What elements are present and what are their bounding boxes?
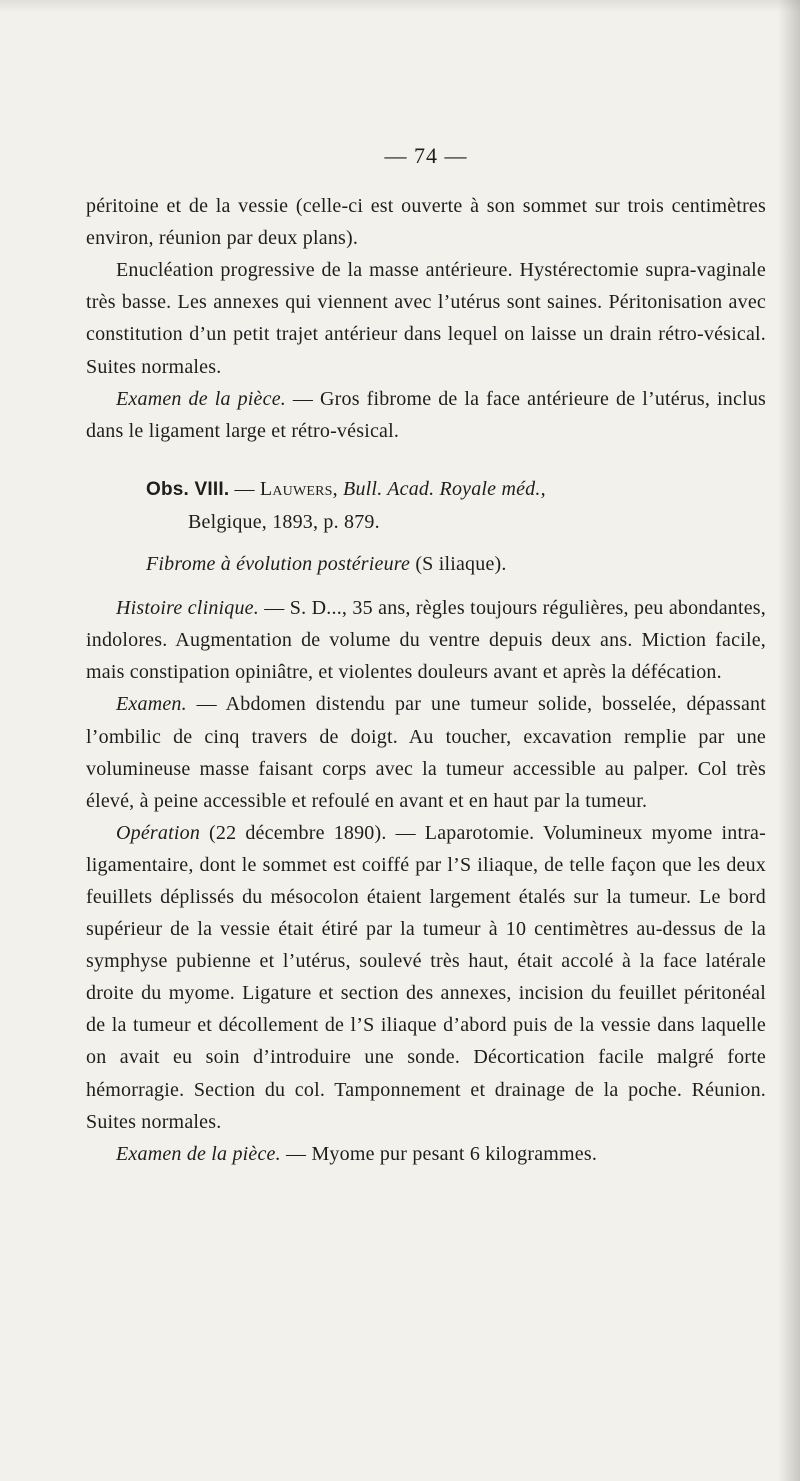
observation-heading-line-1 bbox=[86, 473, 766, 506]
intro-text: péritoine et de la vessie (celle-ci est ouverte à son sommet sur trois centimètres environ, réunion par deux plans). bbox=[86, 195, 766, 250]
enucleation-text: Enucléation progressive de la masse antérieure. Hystérectomie supra-vaginale très basse. Les annexes qui viennent avec l’utérus sont saines. Péritonisation avec constitution d’un petit trajet antérieur dans lequel on laisse un drain rétro-vésical. Suites normales. bbox=[86, 259, 766, 378]
paragraph-examen bbox=[86, 688, 766, 816]
paragraph-enucleation bbox=[86, 254, 766, 382]
histoire-clinique-label: Histoire clinique. bbox=[116, 597, 259, 620]
paragraph-intro bbox=[86, 190, 766, 254]
operation-text: (22 décembre 1890). — Laparotomie. Volumineux myome intra-ligamentaire, dont le sommet est coiffé par l’S iliaque, de telle façon que les deux feuillets déplissés du mésocolon étaient largement étalés sur la tumeur. Le bord supérieur de la vessie était étiré par la tumeur à 10 centimètres au-dessus de la symphyse pubienne et l’utérus, soulevé très haut, était accolé à la face latérale droite du myome. Ligature et section des annexes, incision du feuillet péritonéal de la tumeur et décollement de l’S iliaque d’abord puis de la vessie dans laquelle on avait eu soin d’introduire une sonde. Décortication facile malgré forte hémorragie. Section du col. Tamponnement et drainage de la poche. Réunion. Suites normales. bbox=[86, 821, 766, 1133]
paragraph-operation bbox=[86, 817, 766, 1138]
book-page bbox=[86, 140, 766, 1170]
page-edge-top bbox=[0, 0, 800, 12]
examen-piece-label-2: Examen de la pièce. bbox=[116, 1142, 281, 1165]
page-edge-right bbox=[778, 0, 800, 1481]
observation-subtitle bbox=[86, 548, 766, 580]
examen-label: Examen. bbox=[116, 693, 187, 716]
paragraph-examen-piece-2 bbox=[86, 1138, 766, 1170]
examen-piece-text-1: — Gros fibrome de la face antérieure de l’utérus, inclus dans le ligament large et rétro-vésical. bbox=[86, 387, 766, 442]
observation-subtitle-italic: Fibrome à évolution postérieure bbox=[146, 553, 411, 576]
paragraph-histoire-clinique bbox=[86, 592, 766, 688]
examen-text: — Abdomen distendu par une tumeur solide, bosselée, dépassant l’ombilic de cinq travers de doigt. Au toucher, excavation remplie par une volumineuse masse faisant corps avec la tumeur accessible au palper. Col très élevé, à peine accessible et refoulé en avant et en haut par la tumeur. bbox=[86, 693, 766, 812]
operation-label: Opération bbox=[116, 821, 201, 844]
examen-piece-label-1: Examen de la pièce. bbox=[116, 387, 286, 410]
observation-number: Obs. VIII. bbox=[146, 478, 230, 500]
observation-subtitle-plain: (S iliaque). bbox=[410, 553, 507, 576]
observation-heading bbox=[86, 473, 766, 538]
examen-piece-text-2: — Myome pur pesant 6 kilogrammes. bbox=[280, 1142, 598, 1165]
paragraph-examen-piece-1 bbox=[86, 383, 766, 447]
observation-dash: — bbox=[229, 477, 260, 500]
page-number: — 74 — bbox=[384, 143, 468, 168]
observation-author: Lauwers, bbox=[259, 477, 338, 500]
observation-reference: Belgique, 1893, p. 879. bbox=[188, 510, 380, 533]
histoire-clinique-text: — S. D..., 35 ans, règles toujours régulières, peu abondantes, indolores. Augmentation de volume du ventre depuis deux ans. Miction facile, mais constipation opiniâtre, et violentes douleurs avant et après la défécation. bbox=[86, 597, 766, 684]
observation-source: Bull. Acad. Royale méd., bbox=[337, 477, 546, 500]
